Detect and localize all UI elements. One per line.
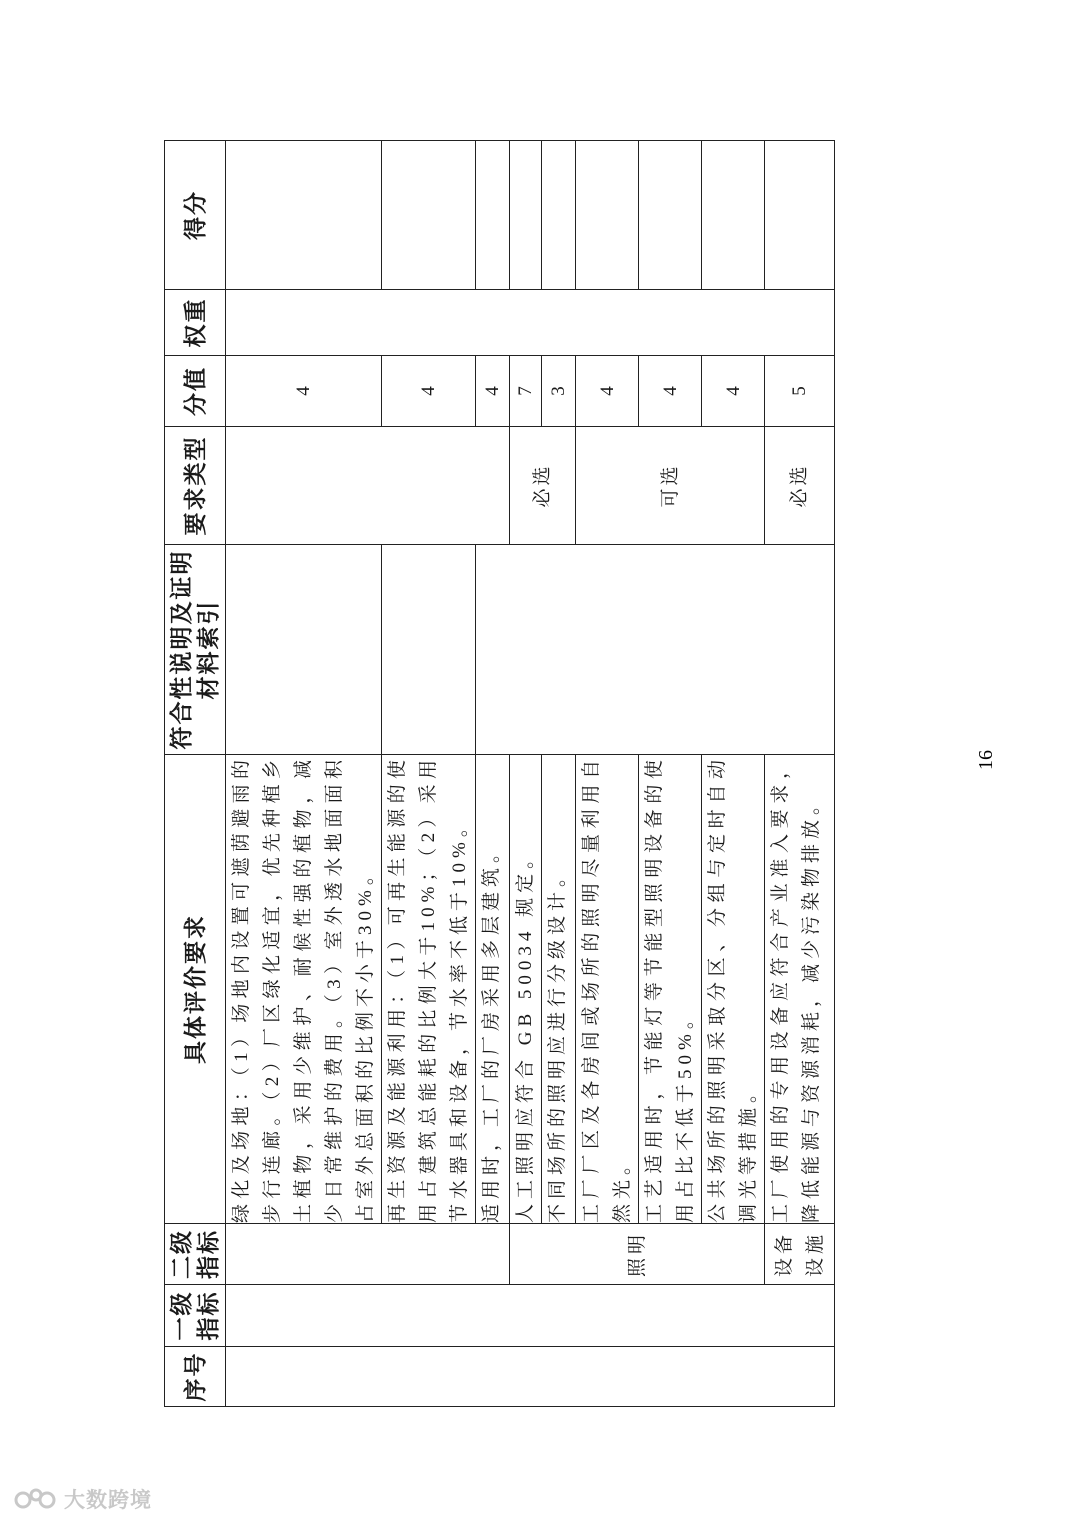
header-score: 得分	[165, 141, 226, 290]
value-cell: 4	[226, 356, 382, 427]
score-cell	[576, 141, 639, 290]
score-cell	[476, 141, 510, 290]
header-level2-indicator: 二级指标	[165, 1224, 226, 1285]
level2-cell	[226, 1224, 510, 1285]
requirement-cell: 再生资源及能源利用：（1）可再生能源的使用占建筑总能耗的比例大于10%；（2）采用节水器具和设备，节水率不低于10%。	[382, 755, 476, 1224]
value-cell: 5	[765, 356, 835, 427]
evidence-cell	[226, 545, 382, 755]
evaluation-table	[164, 140, 835, 1407]
serial-cell	[226, 1347, 835, 1407]
score-cell	[542, 141, 576, 290]
header-serial: 序号	[165, 1347, 226, 1407]
brand-logo-icon	[14, 1486, 58, 1512]
header-req-type: 要求类型	[165, 427, 226, 545]
value-cell: 4	[576, 356, 639, 427]
requirement-cell: 工厂厂区及各房间或场所的照明尽量利用自然光。	[576, 755, 639, 1224]
weight-cell	[226, 290, 835, 356]
header-level1-indicator: 一级指标	[165, 1285, 226, 1347]
requirement-cell: 适用时，工厂的厂房采用多层建筑。	[476, 755, 510, 1224]
value-cell: 7	[510, 356, 542, 427]
requirement-cell: 公共场所的照明采取分区、分组与定时自动调光等措施。	[702, 755, 765, 1224]
evidence-cell	[476, 545, 835, 755]
table-row	[226, 141, 382, 1407]
header-value: 分值	[165, 356, 226, 427]
evaluation-table-rotated	[164, 141, 826, 1407]
requirement-cell: 工艺适用时，节能灯等节能型照明设备的使用占比不低于50%。	[639, 755, 702, 1224]
score-cell	[382, 141, 476, 290]
evidence-cell	[382, 545, 476, 755]
table-header-row	[165, 141, 226, 1407]
req-type-mandatory-cell: 必选	[765, 427, 835, 545]
score-cell	[639, 141, 702, 290]
req-type-mandatory-cell: 必选	[510, 427, 576, 545]
value-cell: 4	[476, 356, 510, 427]
header-requirement: 具体评价要求	[165, 755, 226, 1224]
watermark-text: 大数跨境	[64, 1488, 152, 1512]
score-cell	[226, 141, 382, 290]
score-cell	[702, 141, 765, 290]
value-cell: 4	[382, 356, 476, 427]
requirement-cell: 绿化及场地：（1）场地内设置可遮荫避雨的步行连廊。（2）厂区绿化适宜，优先种植乡土植物，采用少维护、耐候性强的植物，减少日常维护的费用。（3）室外透水地面面积占室外总面积的比例不小于30%。	[226, 755, 382, 1224]
requirement-cell: 工厂使用的专用设备应符合产业准入要求，降低能源与资源消耗，减少污染物排放。	[765, 755, 835, 1224]
requirement-cell: 不同场所的照明应进行分级设计。	[542, 755, 576, 1224]
value-cell: 4	[639, 356, 702, 427]
header-evidence: 符合性说明及证明材料索引	[165, 545, 226, 755]
level1-cell	[226, 1285, 835, 1347]
page-number: 16	[975, 750, 997, 770]
header-weight: 权重	[165, 290, 226, 356]
level2-equipment-cell: 设备设施	[765, 1224, 835, 1285]
score-cell	[510, 141, 542, 290]
value-cell: 4	[702, 356, 765, 427]
score-cell	[765, 141, 835, 290]
req-type-cell	[226, 427, 510, 545]
watermark	[14, 1484, 152, 1514]
requirement-cell: 人工照明应符合 GB 50034 规定。	[510, 755, 542, 1224]
level2-lighting-cell: 照明	[510, 1224, 765, 1285]
req-type-optional-cell: 可选	[576, 427, 765, 545]
value-cell: 3	[542, 356, 576, 427]
